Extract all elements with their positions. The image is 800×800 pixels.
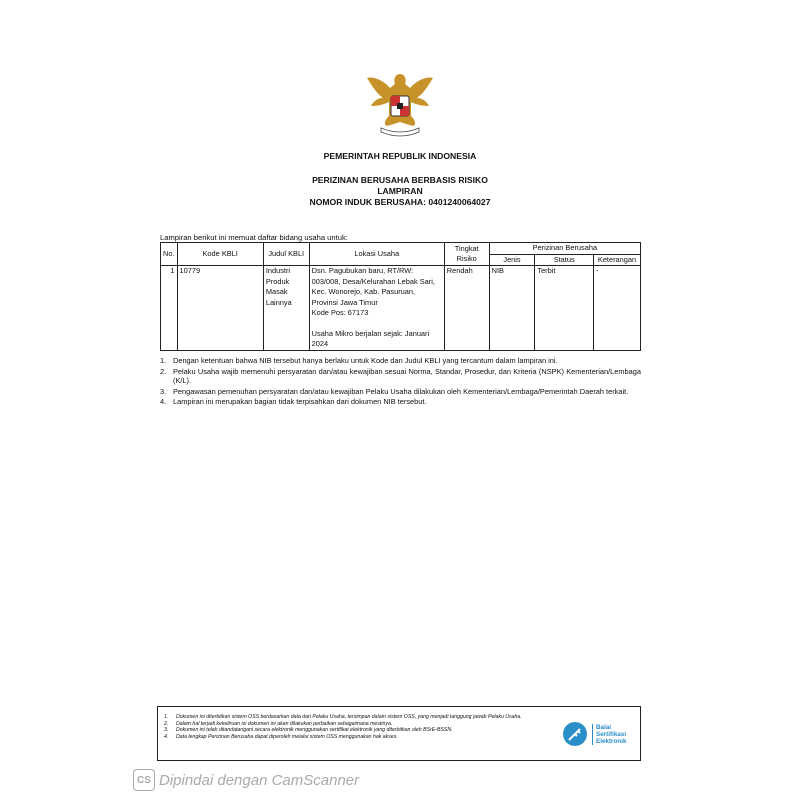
notes-list <box>160 356 641 408</box>
note-text: Lampiran ini merupakan bagian tidak terpisahkan dari dokumen NIB tersebut. <box>173 397 427 406</box>
cell-lokasi <box>309 266 444 351</box>
footer-note-number: 3. <box>164 727 169 734</box>
bsre-line: Elektronik <box>596 737 627 745</box>
header-no: No. <box>161 243 178 266</box>
cell-keterangan: - <box>594 266 641 351</box>
cell-kode: 10779 <box>177 266 263 351</box>
note-item <box>160 387 641 397</box>
document-title: PERIZINAN BERUSAHA BERBASIS RISIKO <box>312 175 488 185</box>
footer-note-text: Dokumen ini telah ditandatangani secara elektronik menggunakan sertifikat elektronik yang diterbitkan oleh BSrE-BSSN. <box>176 727 453 734</box>
bsre-key-icon <box>562 721 588 747</box>
cell-tingkat: Rendah <box>444 266 489 351</box>
note-text: Pengawasan pemenuhan persyaratan dan/atau kewajiban Pelaku Usaha dilakukan oleh Kementerian/Lembaga/Pemerintah Daerah terkait. <box>173 386 629 396</box>
note-item <box>160 397 641 407</box>
footer-note-text: Dokumen ini diterbitkan sistem OSS berdasarkan data dari Pelaku Usaha, tersimpan dalam sistem OSS, yang menjadi tanggung jawab Pelaku Usaha. <box>176 714 522 720</box>
header-status: Status <box>535 254 594 266</box>
table-row <box>161 266 641 351</box>
cell-judul: Industri Produk Masak Lainnya <box>263 266 309 351</box>
footer-note-number: 1. <box>164 714 169 720</box>
note-text: Pelaku Usaha wajib memenuhi persyaratan dan/atau kewajiban sesuai Norma, Standar, Prosedur, dan Kriteria (NSPK) Kementerian/Lembaga (K/L). <box>173 366 641 385</box>
kbli-table <box>160 242 641 351</box>
footer-note <box>164 734 549 741</box>
note-number: 1. <box>160 356 167 365</box>
header-keterangan: Keterangan <box>594 254 641 266</box>
note-number: 4. <box>160 397 167 406</box>
lokasi-kode-pos: Kode Pos: 67173 <box>311 308 369 317</box>
header-judul-kbli: Judul KBLI <box>263 243 309 266</box>
footer-note <box>164 727 549 734</box>
note-item <box>160 367 641 386</box>
footer-note <box>164 721 549 728</box>
bsre-text <box>592 724 626 745</box>
note-number: 3. <box>160 386 167 396</box>
cell-no: 1 <box>161 266 178 351</box>
intro-text: Lampiran berikut ini memuat daftar bidang usaha untuk: <box>160 233 348 242</box>
garuda-emblem-icon <box>365 66 435 138</box>
camscanner-logo-icon: CS <box>133 769 155 791</box>
note-item <box>160 356 641 366</box>
header-lokasi: Lokasi Usaha <box>309 243 444 266</box>
note-text: Dengan ketentuan bahwa NIB tersebut hanya berlaku untuk Kode dan Judul KBLI yang tercantum dalam lampiran ini. <box>173 356 558 365</box>
header-kode-kbli: Kode KBLI <box>177 243 263 266</box>
header-jenis: Jenis <box>489 254 535 266</box>
government-title: PEMERINTAH REPUBLIK INDONESIA <box>323 151 477 161</box>
camscanner-text: Dipindai dengan CamScanner <box>159 771 360 789</box>
bsre-line: Balai <box>596 723 612 731</box>
footer-note-number: 4. <box>164 733 169 740</box>
lokasi-address: Dsn. Pagubukan baru, RT/RW: 003/008, Desa/Kelurahan Lebak Sari, Kec. Wonorejo, Kab. Pasuruan, Provinsi Jawa Timur <box>311 266 435 307</box>
footer-note-number: 2. <box>164 720 169 727</box>
footer-note-text: Data lengkap Perizinan Berusaha dapat diperoleh melalui sistem OSS menggunakan hak akses. <box>176 733 398 740</box>
cell-jenis: NIB <box>489 266 535 351</box>
bsre-logo <box>562 717 636 751</box>
cell-status: Terbit <box>535 266 594 351</box>
header-tingkat-risiko: Tingkat Risiko <box>444 243 489 266</box>
footer-note-text: Dalam hal terjadi kekeliruan isi dokumen ini akan dilakukan perbaikan sebagaimana mestinya. <box>176 720 393 727</box>
nib-number: NOMOR INDUK BERUSAHA: 0401240064027 <box>309 197 491 207</box>
footer-note <box>164 714 549 721</box>
header-perizinan: Perizinan Berusaha <box>489 243 640 255</box>
lokasi-usaha-mikro: Usaha Mikro berjalan sejak: Januari 2024 <box>311 328 430 348</box>
footer-box <box>157 706 641 761</box>
document-subtitle: LAMPIRAN <box>377 186 423 196</box>
bsre-line: Sertifikasi <box>596 730 627 738</box>
note-number: 2. <box>160 366 167 376</box>
camscanner-watermark <box>133 769 359 791</box>
footer-notes <box>164 714 549 740</box>
